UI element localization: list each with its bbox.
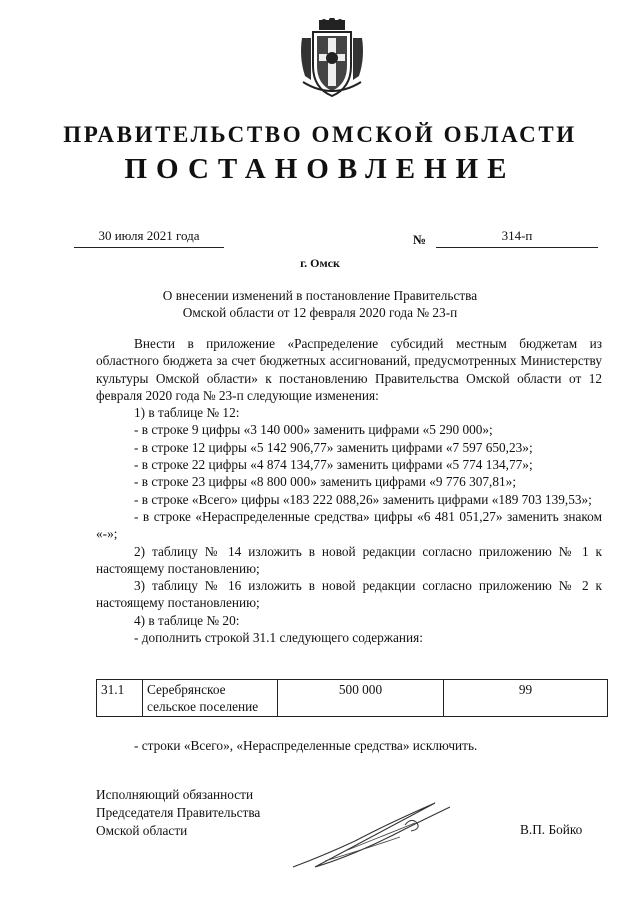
signatory-position xyxy=(96,786,260,840)
row-number: 31.1 xyxy=(97,680,143,717)
change-row-9: - в строке 9 цифры «3 140 000» заменить цифрами «5 290 000»; xyxy=(134,422,493,438)
subject-line: О внесении изменений в постановление Правительства xyxy=(162,288,478,303)
amount: 500 000 xyxy=(278,680,444,717)
body-text xyxy=(96,335,602,646)
subject xyxy=(100,287,540,321)
position-line: Исполняющий обязанности xyxy=(96,787,254,802)
add-row-instruction: - дополнить строкой 31.1 следующего содержания: xyxy=(134,630,423,646)
position-line: Председателя Правительства xyxy=(96,805,261,820)
number-sign: № xyxy=(413,232,427,247)
item-4: 4) в таблице № 20: xyxy=(134,612,240,628)
change-undistributed: - в строке «Нераспределенные средства» цифры «6 481 051,27» заменить знаком «-»; xyxy=(96,508,602,542)
subsidy-table xyxy=(96,679,608,717)
signatory-name: В.П. Бойко xyxy=(520,822,583,837)
city: г. Омск xyxy=(300,256,340,270)
item-1: 1) в таблице № 12: xyxy=(134,405,240,421)
handwritten-signature xyxy=(285,785,460,880)
organization-title: ПРАВИТЕЛЬСТВО ОМСКОЙ ОБЛАСТИ xyxy=(63,122,577,147)
value: 99 xyxy=(444,680,608,717)
item-3: 3) таблицу № 16 изложить в новой редакции согласно приложению № 2 к настоящему постановлению; xyxy=(96,578,602,611)
table-row xyxy=(97,680,608,717)
document-type: ПОСТАНОВЛЕНИЕ xyxy=(124,153,516,185)
change-total: - в строке «Всего» цифры «183 222 088,26» заменить цифрами «189 703 139,53»; xyxy=(134,491,592,507)
change-row-23: - в строке 23 цифры «8 800 000» заменить цифрами «9 776 307,81»; xyxy=(134,474,517,490)
position-line: Омской области xyxy=(96,823,188,838)
subject-line: Омской области от 12 февраля 2020 года № 23-п xyxy=(182,305,458,320)
document-number: 314-п xyxy=(436,228,598,248)
item-2: 2) таблицу № 14 изложить в новой редакции согласно приложению № 1 к настоящему постановлению; xyxy=(96,543,602,576)
municipality-name: Серебрянское сельское поселение xyxy=(143,680,278,717)
tail-instruction: - строки «Всего», «Нераспределенные средства» исключить. xyxy=(134,738,478,753)
coat-of-arms-icon xyxy=(297,18,367,98)
change-row-22: - в строке 22 цифры «4 874 134,77» заменить цифрами «5 774 134,77»; xyxy=(134,457,533,473)
document-date: 30 июля 2021 года xyxy=(74,228,224,248)
intro-paragraph: Внести в приложение «Распределение субсидий местным бюджетам из областного бюджета за счет бюджетных ассигнований, предусмотренных Министерству культуры Омской области» к постановлению Правительства Омской области от 12 февраля 2020 года № 23-п следующие изменения: xyxy=(96,336,602,403)
change-row-12: - в строке 12 цифры «5 142 906,77» заменить цифрами «7 597 650,23»; xyxy=(134,439,533,455)
